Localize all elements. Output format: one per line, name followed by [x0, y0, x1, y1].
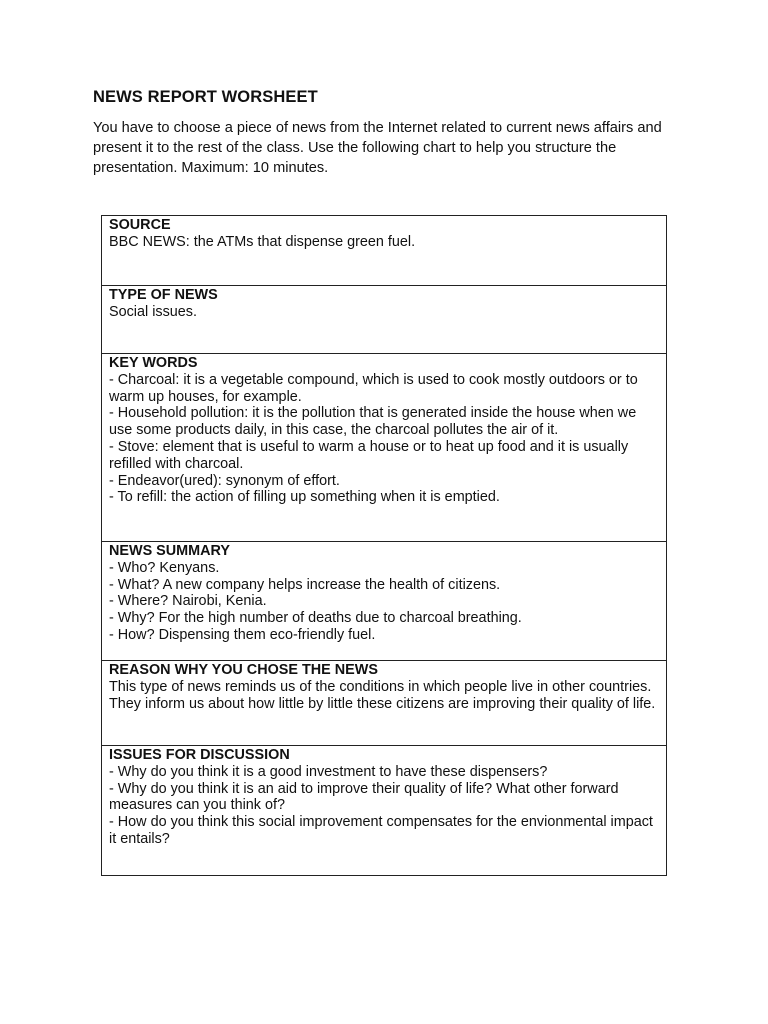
section-line: - Endeavor(ured): synonym of effort. — [109, 472, 340, 489]
section-line: - To refill: the action of filling up something when it is emptied. — [109, 489, 500, 506]
section-issues-for-discussion — [102, 746, 666, 875]
section-line: This type of news reminds us of the conditions in which people live in other countries. They inform us about how little by little these citizens are improving their quality of life. — [109, 678, 656, 712]
section-line: - Where? Nairobi, Kenia. — [109, 593, 267, 610]
section-line: - Why do you think it is an aid to improve their quality of life? What other forward measures can you think of? — [109, 780, 619, 814]
worksheet-table — [101, 215, 667, 876]
section-line: - Charcoal: it is a vegetable compound, which is used to cook mostly outdoors or to warm up houses, for example. — [109, 371, 638, 405]
document-title: NEWS REPORT WORSHEET — [93, 88, 318, 106]
section-line: - Who? Kenyans. — [109, 559, 220, 576]
section-line: - Why? For the high number of deaths due to charcoal breathing. — [109, 610, 522, 627]
section-line: - How do you think this social improvement compensates for the envionmental impact it entails? — [109, 814, 653, 847]
section-source — [102, 216, 666, 286]
intro-paragraph: You have to choose a piece of news from the Internet related to current news affairs and present it to the rest of the class. Use the following chart to help you structure the presentation. Maximum: 10 minutes. — [93, 120, 662, 176]
section-type-of-news — [102, 286, 666, 354]
section-line: Social issues. — [109, 303, 197, 320]
section-heading: KEY WORDS — [109, 355, 198, 371]
section-line: - Why do you think it is a good investment to have these dispensers? — [109, 763, 548, 780]
section-heading: NEWS SUMMARY — [109, 543, 230, 559]
section-line: - How? Dispensing them eco-friendly fuel. — [109, 626, 376, 643]
section-news-summary — [102, 542, 666, 661]
section-line: - Stove: element that is useful to warm a house or to heat up food and it is usually refilled with charcoal. — [109, 438, 629, 472]
section-reason — [102, 661, 666, 746]
section-line: BBC NEWS: the ATMs that dispense green fuel. — [109, 233, 416, 250]
section-line: - Household pollution: it is the pollution that is generated inside the house when we use some products daily, in this case, the charcoal pollutes the air of it. — [109, 405, 637, 439]
section-line: - What? A new company helps increase the health of citizens. — [109, 576, 501, 593]
section-heading: SOURCE — [109, 217, 171, 233]
section-heading: ISSUES FOR DISCUSSION — [109, 747, 290, 763]
section-heading: REASON WHY YOU CHOSE THE NEWS — [109, 662, 378, 678]
section-heading: TYPE OF NEWS — [109, 287, 218, 303]
section-key-words — [102, 354, 666, 542]
